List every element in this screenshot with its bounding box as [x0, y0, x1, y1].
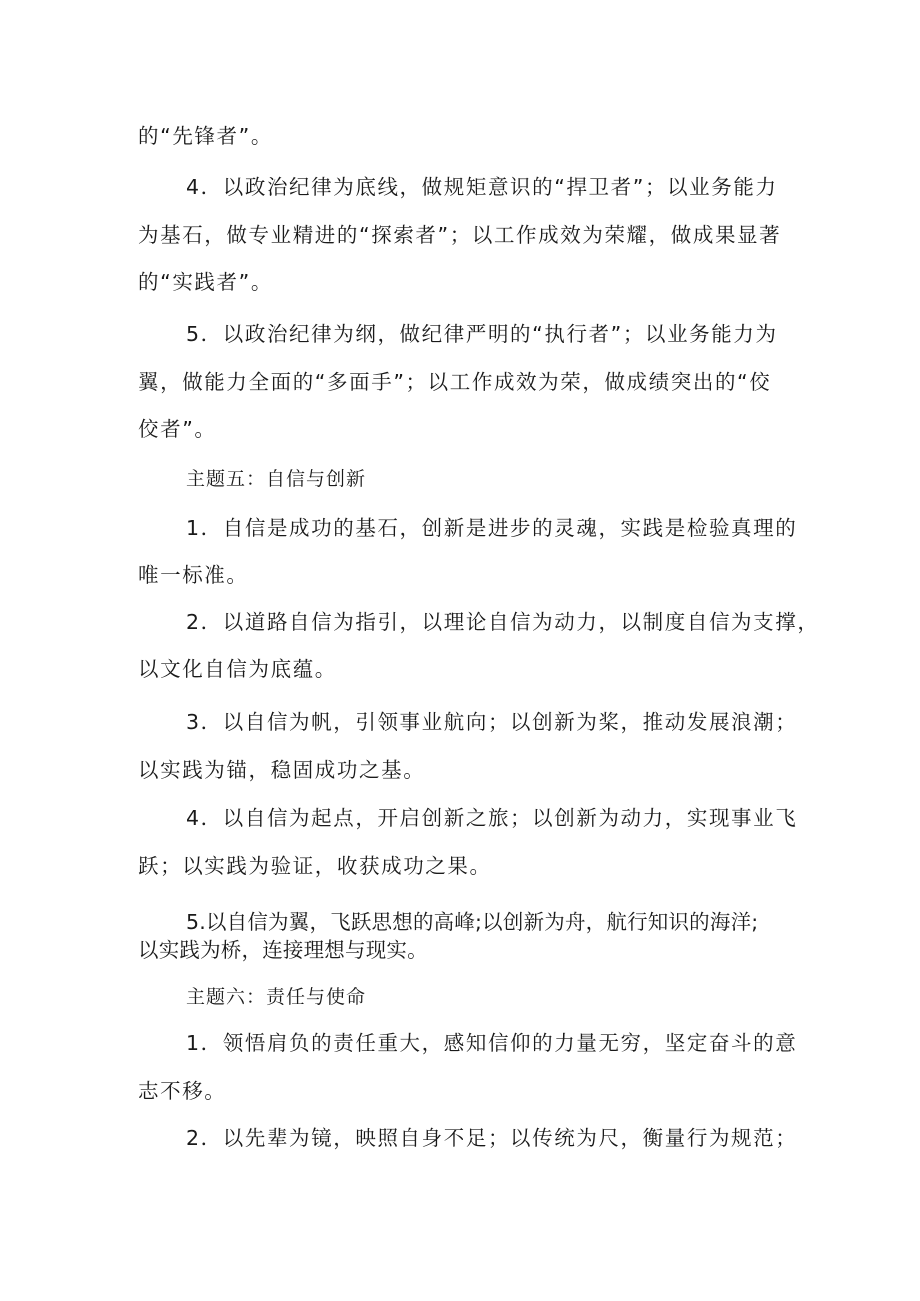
theme6-item-1-line-2: 志不移。: [138, 1079, 227, 1103]
theme5-item-5-line-1: 5.以自信为翼，飞跃思想的高峰;以创新为舟，航行知识的海洋;: [186, 910, 759, 934]
section-heading-theme-6: 主题六：责任与使命: [186, 986, 367, 1008]
list-item-5-line-2: 翼，做能力全面的“多面手”；以工作成效为荣，做成绩突出的“佼: [138, 370, 772, 394]
section-heading-theme-5: 主题五：自信与创新: [186, 468, 367, 490]
list-item-4-line-2: 为基石，做专业精进的“探索者”；以工作成效为荣耀，做成果显著: [138, 223, 782, 247]
theme5-item-1-line-2: 唯一标准。: [138, 563, 249, 587]
theme5-item-4-line-1: 4．以自信为起点，开启创新之旅；以创新为动力，实现事业飞: [186, 806, 798, 830]
theme5-item-4-line-2: 跃；以实践为验证，收获成功之果。: [138, 854, 492, 878]
theme5-item-3-line-1: 3．以自信为帆，引领事业航向；以创新为桨，推动发展浪潮；: [186, 710, 798, 734]
list-item-4-line-1: 4．以政治纪律为底线，做规矩意识的“捍卫者”；以业务能力: [186, 175, 778, 199]
theme5-item-2-line-1: 2．以道路自信为指引，以理论自信为动力，以制度自信为支撑，: [186, 610, 820, 634]
theme6-item-2-line-1: 2．以先辈为镜，映照自身不足；以传统为尺，衡量行为规范；: [186, 1126, 798, 1150]
list-item-5-line-3: 佼者”。: [138, 417, 217, 441]
list-item-4-line-3: 的“实践者”。: [138, 270, 273, 294]
theme6-item-1-line-1: 1．领悟肩负的责任重大，感知信仰的力量无穷，坚定奋斗的意: [186, 1031, 798, 1055]
theme5-item-5-line-2: 以实践为桥，连接理想与现实。: [138, 938, 428, 962]
list-item-5-line-1: 5．以政治纪律为纲，做纪律严明的“执行者”；以业务能力为: [186, 322, 778, 346]
theme5-item-3-line-2: 以实践为锚，稳固成功之基。: [138, 758, 426, 782]
paragraph-line: 的“先锋者”。: [138, 124, 273, 148]
theme5-item-2-line-2: 以文化自信为底蕴。: [138, 657, 337, 681]
theme5-item-1-line-1: 1．自信是成功的基石，创新是进步的灵魂，实践是检验真理的: [186, 516, 798, 540]
